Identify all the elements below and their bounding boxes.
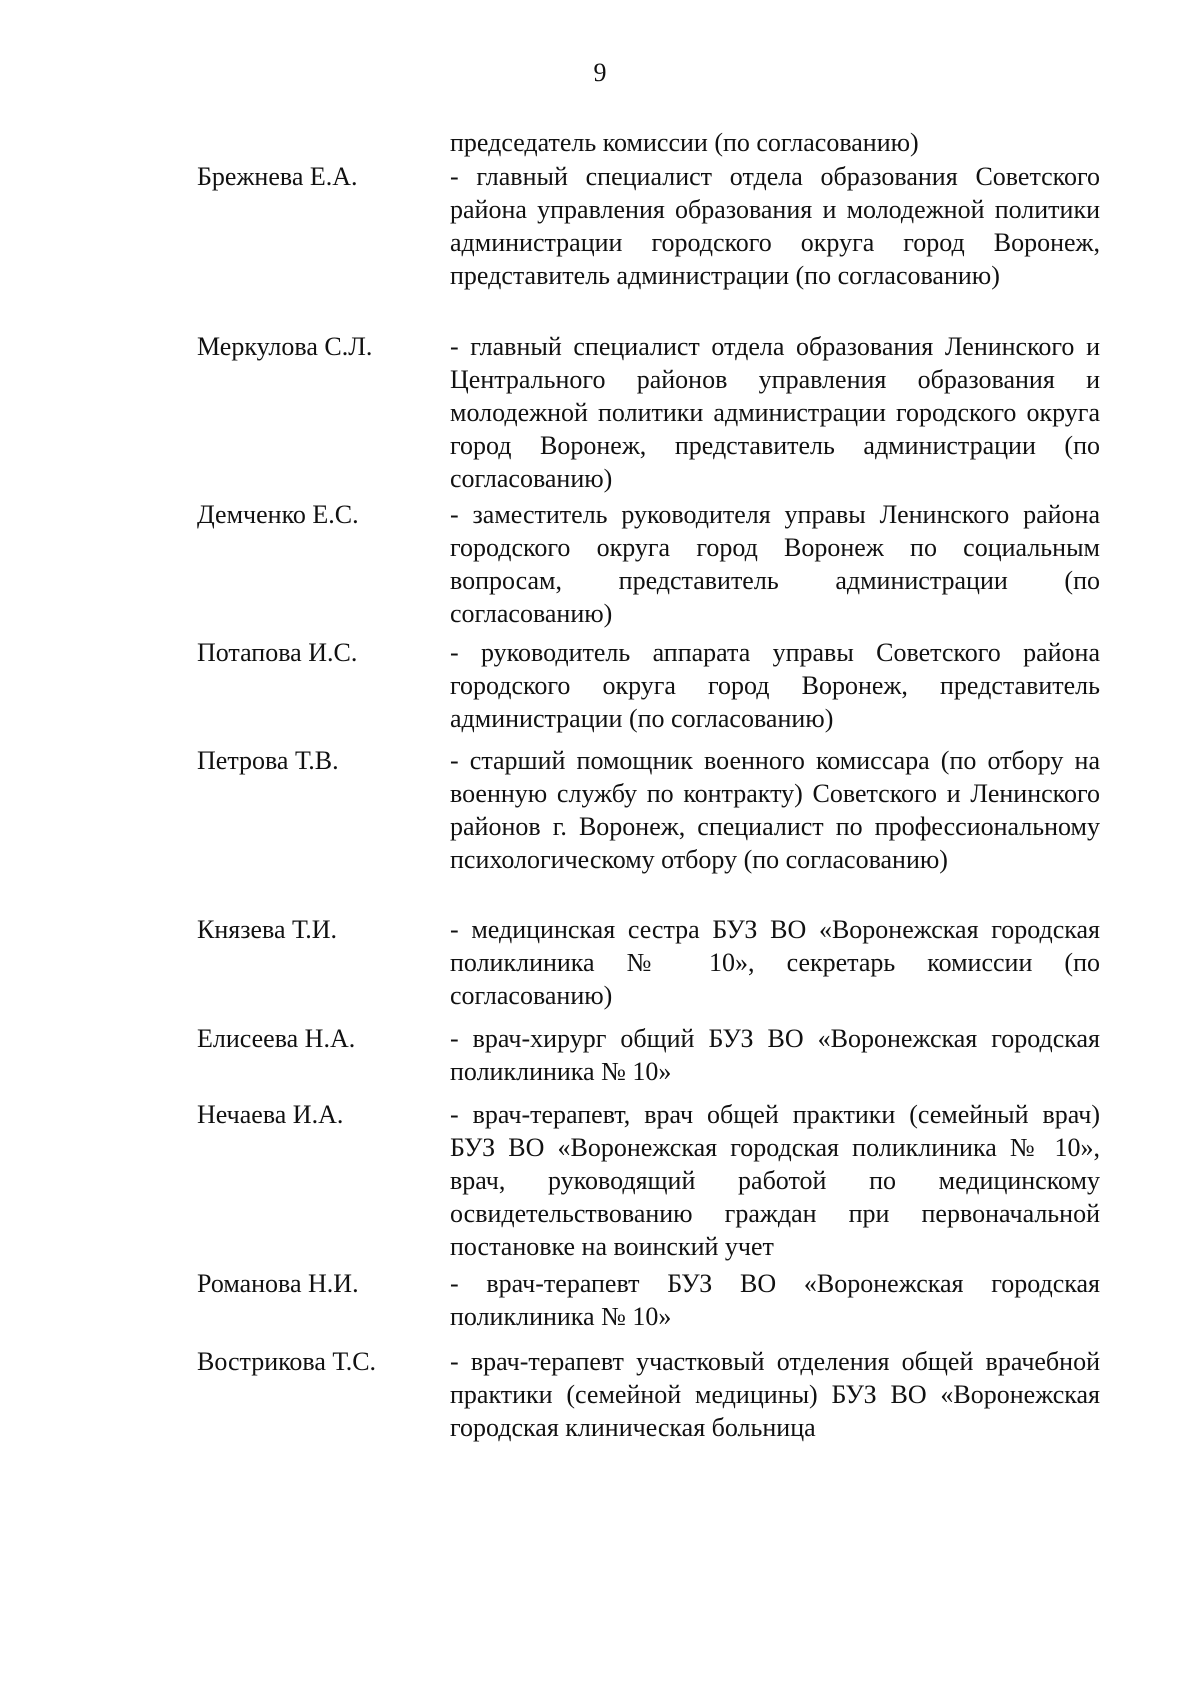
member-name: Князева Т.И. bbox=[197, 915, 338, 944]
member-description: - врач-хирург общий БУЗ ВО «Воронежская городская поликлиника № 10» bbox=[450, 1024, 1100, 1086]
member-description: - главный специалист отдела образования Ленинского и Центрального районов управления образования и молодежной политики администрации городского округа город Воронеж, представитель администрации (по согласованию) bbox=[450, 332, 1100, 493]
member-name: Петрова Т.В. bbox=[197, 746, 339, 775]
member-description: - врач-терапевт, врач общей практики (семейный врач) БУЗ ВО «Воронежская городская поликлиника № 10», врач, руководящий работой по медицинскому освидетельствованию граждан при первоначальной постановке на воинский учет bbox=[450, 1100, 1100, 1261]
member-name: Меркулова С.Л. bbox=[197, 332, 373, 361]
member-description: - врач-терапевт участковый отделения общей врачебной практики (семейной медицины) БУЗ ВО «Воронежская городская клиническая больница bbox=[450, 1347, 1100, 1442]
member-name: Нечаева И.А. bbox=[197, 1100, 344, 1129]
member-description: - руководитель аппарата управы Советского района городского округа город Воронеж, представитель администрации (по согласованию) bbox=[450, 638, 1100, 733]
member-name: Демченко Е.С. bbox=[197, 500, 359, 529]
continuation-text: председатель комиссии (по согласованию) bbox=[450, 128, 919, 157]
member-name: Вострикова Т.С. bbox=[197, 1347, 377, 1376]
member-name: Брежнева Е.А. bbox=[197, 162, 358, 191]
member-description: - врач-терапевт БУЗ ВО «Воронежская городская поликлиника № 10» bbox=[450, 1269, 1100, 1331]
member-name: Елисеева Н.А. bbox=[197, 1024, 356, 1053]
member-name: Потапова И.С. bbox=[197, 638, 358, 667]
member-description: - медицинская сестра БУЗ ВО «Воронежская городская поликлиника № 10», секретарь комиссии (по согласованию) bbox=[450, 915, 1100, 1010]
member-description: - старший помощник военного комиссара (по отбору на военную службу по контракту) Советского и Ленинского районов г. Воронеж, специалист по профессиональному психологическому отбору (по согласованию) bbox=[450, 746, 1100, 874]
member-description: - главный специалист отдела образования Советского района управления образования и молодежной политики администрации городского округа город Воронеж, представитель администрации (по согласованию) bbox=[450, 162, 1100, 290]
member-description: - заместитель руководителя управы Ленинского района городского округа город Воронеж по социальным вопросам, представитель администрации (по согласованию) bbox=[450, 500, 1100, 628]
page-number: 9 bbox=[593, 58, 607, 87]
member-name: Романова Н.И. bbox=[197, 1269, 359, 1298]
